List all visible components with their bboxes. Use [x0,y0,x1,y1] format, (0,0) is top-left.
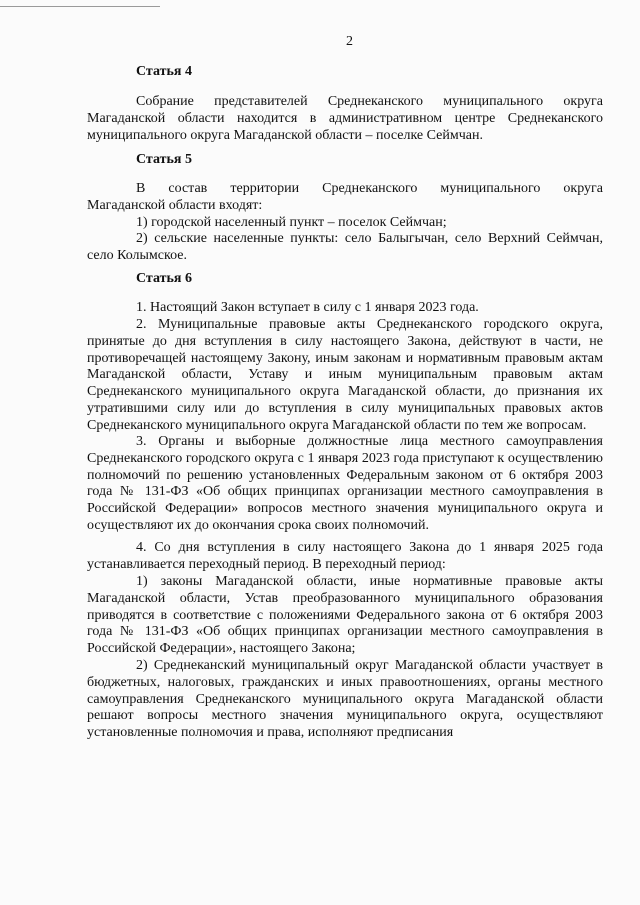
article-6-paragraph-1: 1. Настоящий Закон вступает в силу с 1 января 2023 года. [136,300,479,315]
article-6-paragraph-3: 3. Органы и выборные должностные лица местного самоуправления Среднеканского городского округа с 1 января 2023 года приступают к осуществлению полномочий по решению установленных Федеральным законом от 6 октября 2003 года № 131-ФЗ «Об общих принципах организации местного самоуправления в Российской Федерации» вопросов местного значения муниципального округа и осуществляют их до окончания срока своих полномочий. [87,434,603,533]
top-rule [0,6,160,7]
article-5-body [87,181,603,265]
article-4-text: Собрание представителей Среднеканского муниципального округа Магаданской области находится в административном центре Среднеканского муниципального округа Магаданской области – поселке Сеймчан. [87,94,603,143]
article-6-item-4-2: 2) Среднеканский муниципальный округ Магаданской области участвует в бюджетных, налоговых, гражданских и иных правоотношениях, органы местного самоуправления Среднеканского муниципального округа Магаданской области решают вопросы местного значения муниципального округа, осуществляют установленные полномочия и права, исполняют предписания [87,658,603,741]
article-5-item-2-line1: 2) сельские населенные пункты: село Балыгычан, село Верхний Сеймчан, [136,231,603,247]
article-4-heading: Статья 4 [136,64,192,79]
article-5-heading: Статья 5 [136,152,192,167]
article-5-intro-line2: Магаданской области входят: [87,197,263,213]
article-6-item-4-1: 1) законы Магаданской области, иные нормативные правовые акты Магаданской области, Устав преобразованного муниципального образования приводятся в соответствие с положениями Федерального закона от 6 октября 2003 года № 131-ФЗ «Об общих принципах организации местного самоуправления в Российской Федерации», настоящего Закона; [87,574,603,657]
article-5-item-2-line2: село Колымское. [87,248,187,264]
article-6-heading: Статья 6 [136,271,192,286]
article-5-item-1: 1) городской населенный пункт – поселок Сеймчан; [136,214,447,230]
article-5-intro-line1: В состав территории Среднеканского муниципального округа [136,181,603,196]
article-6-paragraph-4: 4. Со дня вступления в силу настоящего Закона до 1 января 2025 года устанавливается переходный период. В переходный период: [87,540,603,572]
page-number: 2 [346,34,353,49]
article-6-paragraph-2: 2. Муниципальные правовые акты Среднеканского городского округа, принятые до дня вступления в силу настоящего Закона, действуют в части, не противоречащей настоящему Закону, иным законам и нормативным правовым актам Магаданской области, Уставу и иным муниципальным правовым актам Среднеканского муниципального округа Магаданской области, до признания их утратившими силу или до вступления в силу муниципальных правовых актов Среднеканского муниципального округа Магаданской области по тем же вопросам. [87,317,603,433]
